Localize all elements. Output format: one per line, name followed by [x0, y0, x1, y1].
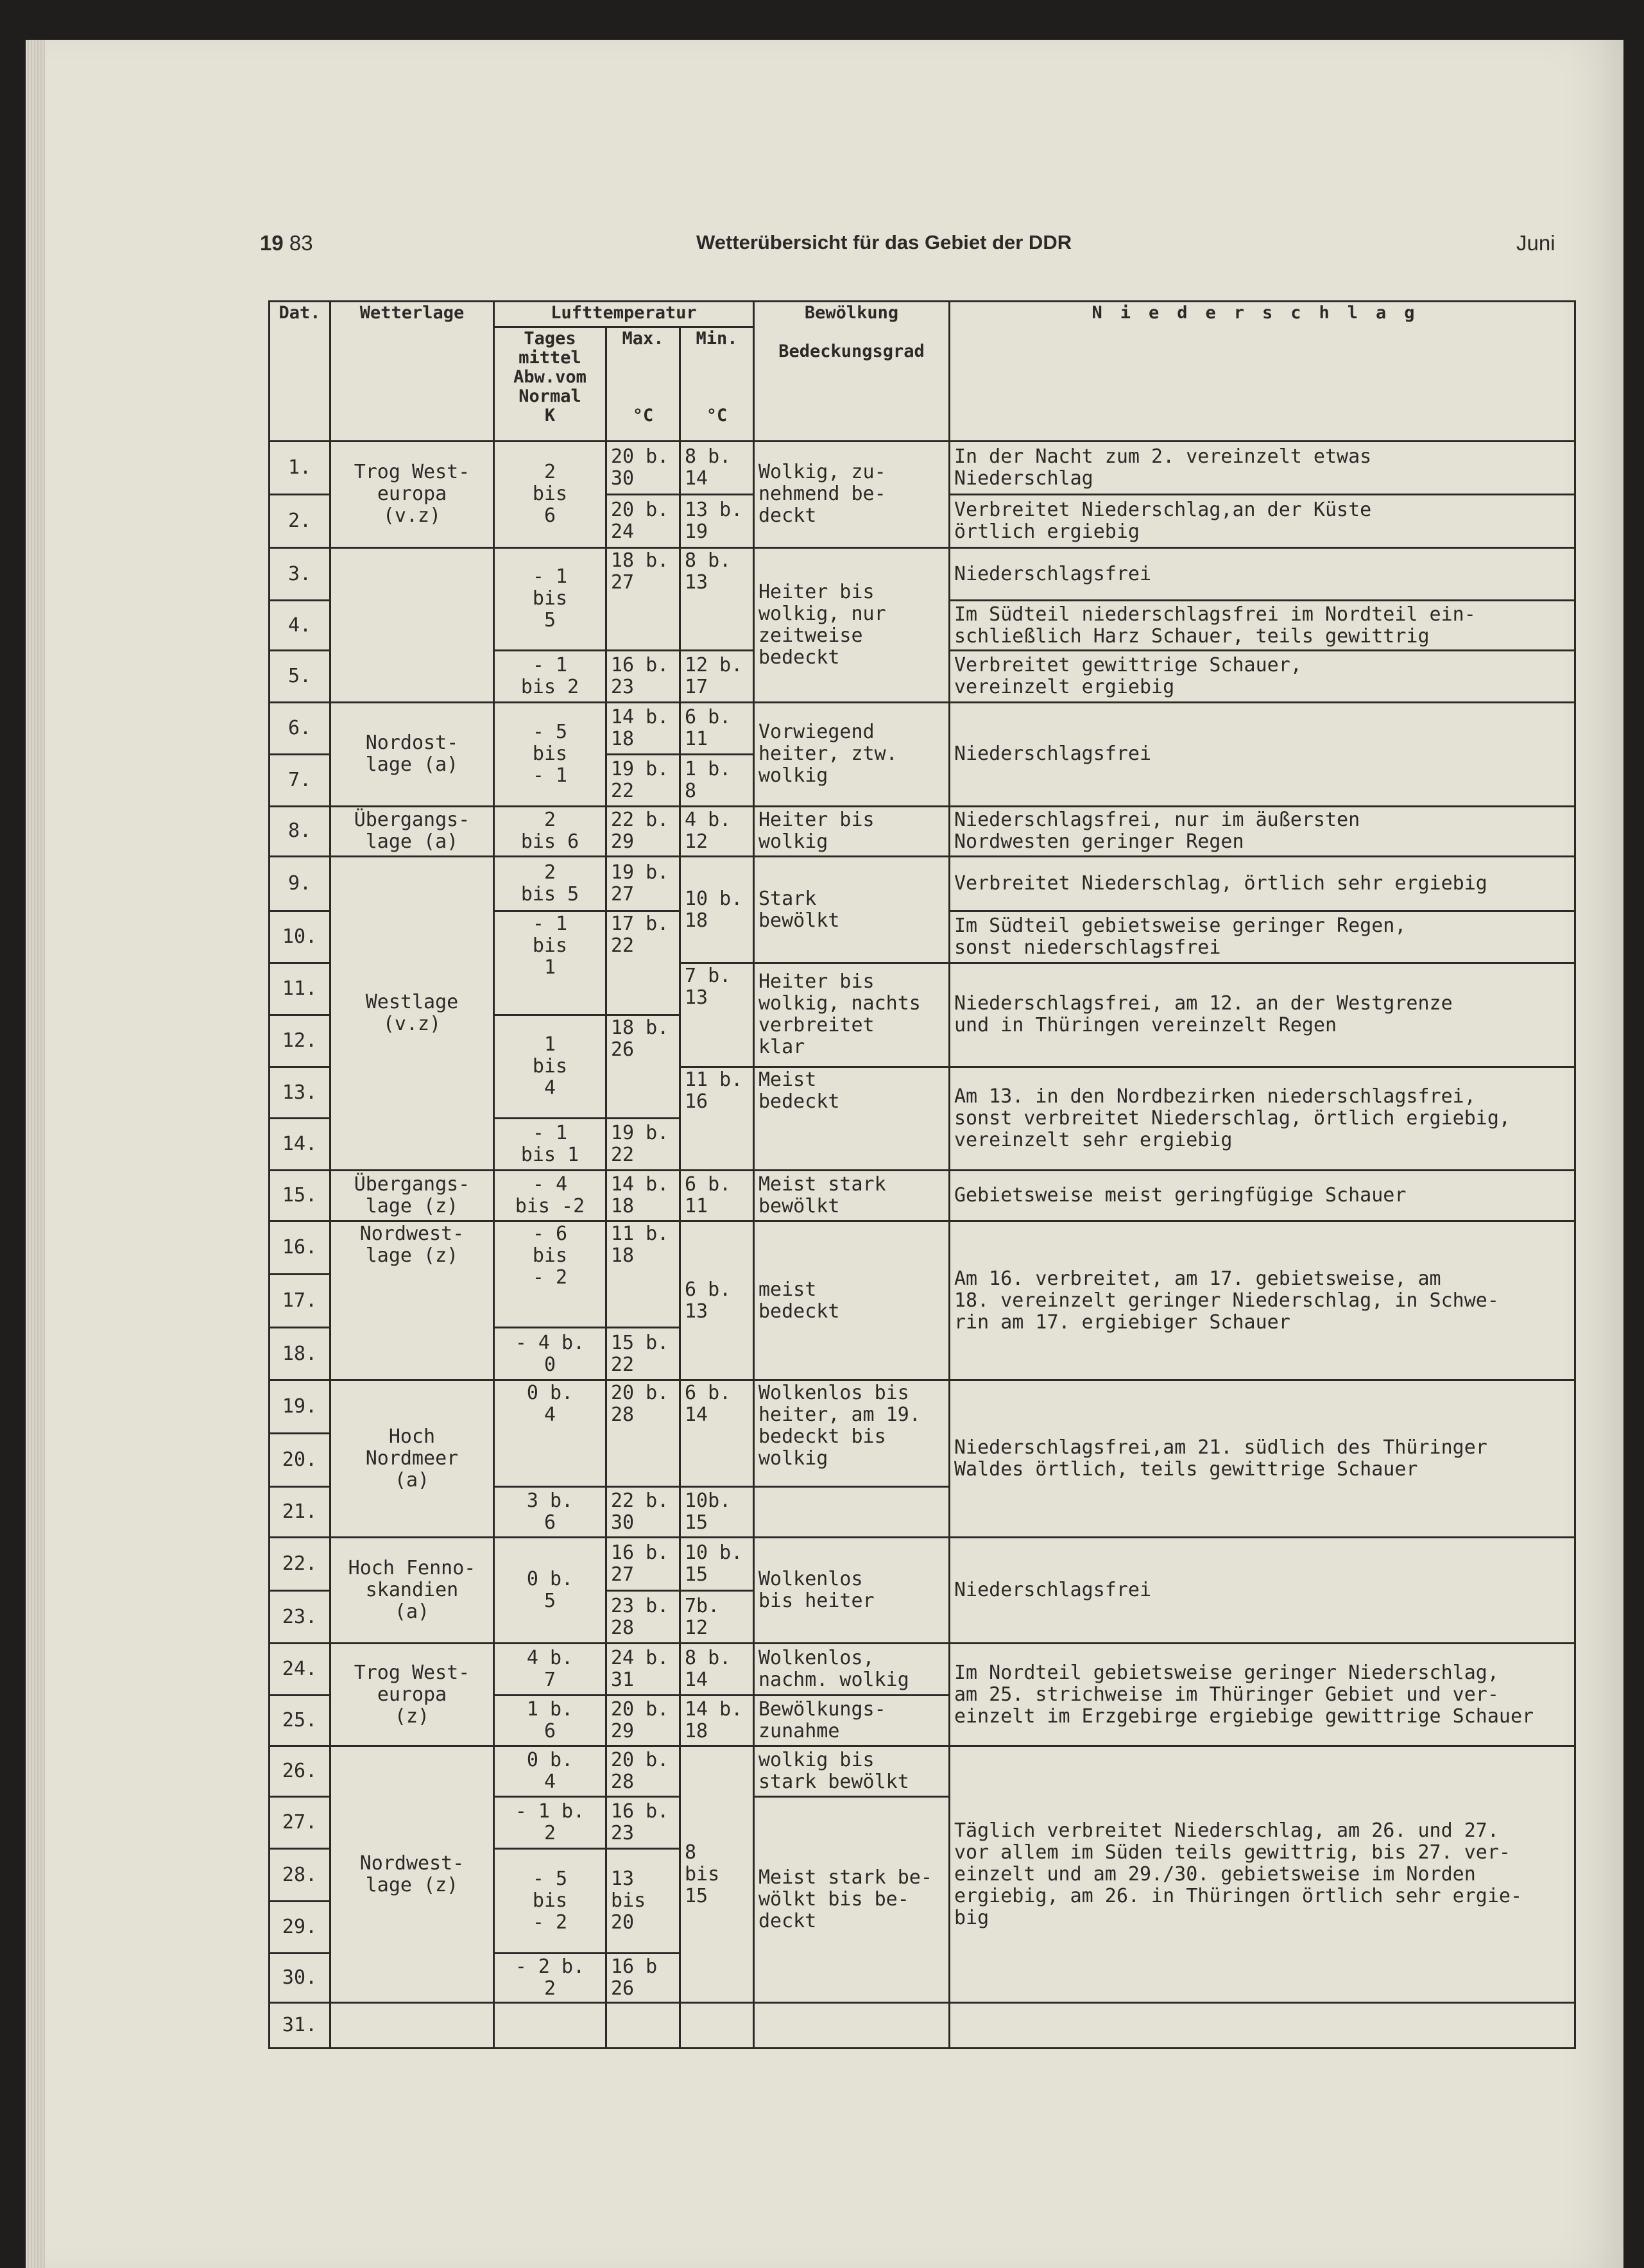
min-cell: 10 b. 15: [680, 1537, 754, 1590]
col-bewoelkung: Bewölkung Bedeckungsgrad: [754, 302, 950, 442]
day-cell: 24.: [270, 1644, 330, 1696]
niederschlag-cell: Verbreitet gewittrige Schauer, vereinzelt ergiebig: [950, 651, 1575, 703]
niederschlag-cell: Am 13. in den Nordbezirken niederschlagsfrei, sonst verbreitet Niederschlag, örtlich ergiebig, vereinzelt sehr ergiebig: [950, 1067, 1575, 1171]
min-cell: 6 b. 13: [680, 1221, 754, 1380]
bewoelkung-cell: Vorwiegend heiter, ztw. wolkig: [754, 703, 950, 807]
wetterlage-cell: Westlage (v.z): [330, 857, 494, 1171]
day-cell: 6.: [270, 703, 330, 755]
day-cell: 11.: [270, 963, 330, 1015]
niederschlag-cell: Niederschlagsfrei: [950, 703, 1575, 807]
tagesmittel-cell: 1 b. 6: [494, 1696, 606, 1746]
table-row: [270, 2002, 1575, 2048]
bewoelkung-cell: Meist stark bewölkt: [754, 1171, 950, 1221]
col-dat: Dat.: [270, 302, 330, 442]
niederschlag-cell: Verbreitet Niederschlag, örtlich sehr ergiebig: [950, 857, 1575, 911]
tagesmittel-cell: - 4 bis -2: [494, 1171, 606, 1221]
bewoelkung-cell: Wolkenlos, nachm. wolkig: [754, 1644, 950, 1696]
tagesmittel-cell: - 1 bis 1: [494, 1119, 606, 1171]
bewoelkung-cell: Wolkenlos bis heiter, am 19. bedeckt bis wolkig: [754, 1380, 950, 1487]
min-cell: 8 b. 13: [680, 547, 754, 651]
min-cell: 12 b. 17: [680, 651, 754, 703]
day-cell: 26.: [270, 1746, 330, 1797]
table-row: [270, 806, 1575, 857]
page-edge: [26, 40, 45, 2268]
tagesmittel-cell: - 5 bis - 2: [494, 1848, 606, 1954]
tagesmittel-cell: - 6 bis - 2: [494, 1221, 606, 1327]
day-cell: 27.: [270, 1796, 330, 1848]
niederschlag-cell: Niederschlagsfrei: [950, 547, 1575, 601]
day-cell: 4.: [270, 601, 330, 651]
min-cell: 6 b. 14: [680, 1380, 754, 1487]
tagesmittel-cell: - 1 bis 5: [494, 547, 606, 651]
wetterlage-cell: Übergangs- lage (a): [330, 806, 494, 857]
niederschlag-cell: Niederschlagsfrei: [950, 1537, 1575, 1644]
max-cell: 14 b. 18: [606, 1171, 680, 1221]
day-cell: 18.: [270, 1327, 330, 1380]
header-title: Wetterübersicht für das Gebiet der DDR: [696, 231, 1072, 253]
max-cell: 19 b. 22: [606, 1119, 680, 1171]
tagesmittel-cell: [494, 2002, 606, 2048]
day-cell: 25.: [270, 1696, 330, 1746]
col-tagesmittel: Tages mittel Abw.vom Normal K: [494, 327, 606, 442]
min-cell: 10b. 15: [680, 1487, 754, 1538]
tagesmittel-cell: - 1 bis 2: [494, 651, 606, 703]
max-cell: 20 b. 30: [606, 442, 680, 495]
max-cell: [606, 2002, 680, 2048]
header-year: 19 83: [260, 231, 313, 255]
min-cell: 10 b. 18: [680, 857, 754, 963]
max-cell: 18 b. 26: [606, 1015, 680, 1119]
wetterlage-cell: Hoch Fenno- skandien (a): [330, 1537, 494, 1644]
day-cell: 3.: [270, 547, 330, 601]
day-cell: 2.: [270, 494, 330, 547]
min-cell: 4 b. 12: [680, 806, 754, 857]
wetterlage-cell: Nordwest- lage (z): [330, 1746, 494, 2003]
niederschlag-cell: Verbreitet Niederschlag,an der Küste örtlich ergiebig: [950, 494, 1575, 547]
bewoelkung-cell: wolkig bis stark bewölkt: [754, 1746, 950, 1797]
min-cell: 8 b. 14: [680, 442, 754, 495]
tagesmittel-cell: 2 bis 6: [494, 806, 606, 857]
max-cell: 20 b. 28: [606, 1746, 680, 1797]
bewoelkung-cell: Wolkenlos bis heiter: [754, 1537, 950, 1644]
bewoelkung-cell: [754, 1487, 950, 1538]
bewoelkung-cell: Stark bewölkt: [754, 857, 950, 963]
bewoelkung-cell: Bewölkungs- zunahme: [754, 1696, 950, 1746]
niederschlag-cell: Niederschlagsfrei, am 12. an der Westgrenze und in Thüringen vereinzelt Regen: [950, 963, 1575, 1067]
day-cell: 21.: [270, 1487, 330, 1538]
max-cell: 13 bis 20: [606, 1848, 680, 1954]
max-cell: 18 b. 27: [606, 547, 680, 651]
day-cell: 28.: [270, 1848, 330, 1902]
niederschlag-cell: Im Südteil niederschlagsfrei im Nordteil ein- schließlich Harz Schauer, teils gewittrig: [950, 601, 1575, 651]
tagesmittel-cell: 3 b. 6: [494, 1487, 606, 1538]
col-min: Min. °C: [680, 327, 754, 442]
max-cell: 14 b. 18: [606, 703, 680, 755]
min-cell: [680, 2002, 754, 2048]
bewoelkung-cell: Heiter bis wolkig: [754, 806, 950, 857]
day-cell: 31.: [270, 2002, 330, 2048]
wetterlage-cell: Übergangs- lage (z): [330, 1171, 494, 1221]
table-row: [270, 1644, 1575, 1696]
tagesmittel-cell: 0 b. 4: [494, 1380, 606, 1487]
col-max: Max. °C: [606, 327, 680, 442]
wetterlage-cell: [330, 547, 494, 702]
header-row: [270, 302, 1575, 327]
table-row: [270, 547, 1575, 601]
niederschlag-cell: Niederschlagsfrei, nur im äußersten Nordwesten geringer Regen: [950, 806, 1575, 857]
day-cell: 29.: [270, 1902, 330, 1954]
max-cell: 15 b. 22: [606, 1327, 680, 1380]
day-cell: 10.: [270, 911, 330, 963]
max-cell: 16 b. 27: [606, 1537, 680, 1590]
niederschlag-cell: [950, 2002, 1575, 2048]
tagesmittel-cell: - 1 bis 1: [494, 911, 606, 1015]
col-lufttemperatur: Lufttemperatur: [494, 302, 754, 327]
weather-table: [268, 300, 1576, 2049]
max-cell: 22 b. 29: [606, 806, 680, 857]
niederschlag-cell: In der Nacht zum 2. vereinzelt etwas Niederschlag: [950, 442, 1575, 495]
min-cell: 13 b. 19: [680, 494, 754, 547]
table-row: [270, 1380, 1575, 1434]
wetterlage-cell: Hoch Nordmeer (a): [330, 1380, 494, 1537]
day-cell: 7.: [270, 754, 330, 806]
max-cell: 16 b 26: [606, 1954, 680, 2003]
day-cell: 13.: [270, 1067, 330, 1119]
wetterlage-cell: [330, 2002, 494, 2048]
wetterlage-cell: Trog West- europa (v.z): [330, 442, 494, 548]
min-cell: 14 b. 18: [680, 1696, 754, 1746]
col-niederschlag: Niederschlag: [950, 302, 1575, 442]
table-row: [270, 1537, 1575, 1590]
bewoelkung-cell: [754, 2002, 950, 2048]
niederschlag-cell: Im Südteil gebietsweise geringer Regen, sonst niederschlagsfrei: [950, 911, 1575, 963]
min-cell: 7b. 12: [680, 1590, 754, 1644]
table-row: [270, 1221, 1575, 1274]
max-cell: 19 b. 22: [606, 754, 680, 806]
max-cell: 17 b. 22: [606, 911, 680, 1015]
tagesmittel-cell: 0 b. 4: [494, 1746, 606, 1797]
max-cell: 16 b. 23: [606, 1796, 680, 1848]
day-cell: 23.: [270, 1590, 330, 1644]
wetterlage-cell: Trog West- europa (z): [330, 1644, 494, 1746]
table-row: [270, 1171, 1575, 1221]
tagesmittel-cell: 2 bis 6: [494, 442, 606, 548]
niederschlag-cell: Im Nordteil gebietsweise geringer Niederschlag, am 25. strichweise im Thüringer Gebiet und ver- einzelt im Erzgebirge ergiebige gewittrige Schauer: [950, 1644, 1575, 1746]
max-cell: 11 b. 18: [606, 1221, 680, 1327]
day-cell: 16.: [270, 1221, 330, 1274]
tagesmittel-cell: - 2 b. 2: [494, 1954, 606, 2003]
day-cell: 30.: [270, 1954, 330, 2003]
day-cell: 15.: [270, 1171, 330, 1221]
day-cell: 1.: [270, 442, 330, 495]
header-month: Juni: [1516, 231, 1555, 255]
table-row: [270, 1746, 1575, 1797]
tagesmittel-cell: 2 bis 5: [494, 857, 606, 911]
table-row: [270, 703, 1575, 755]
table-row: [270, 442, 1575, 495]
tagesmittel-cell: 4 b. 7: [494, 1644, 606, 1696]
bewoelkung-cell: Heiter bis wolkig, nachts verbreitet klar: [754, 963, 950, 1067]
niederschlag-cell: Täglich verbreitet Niederschlag, am 26. und 27. vor allem im Süden teils gewittrig, bis 27. ver- einzelt und am 29./30. gebietsweise im Norden ergiebig, am 26. in Thüringen örtlich sehr ergie- big: [950, 1746, 1575, 2003]
tagesmittel-cell: - 1 b. 2: [494, 1796, 606, 1848]
max-cell: 23 b. 28: [606, 1590, 680, 1644]
day-cell: 5.: [270, 651, 330, 703]
day-cell: 19.: [270, 1380, 330, 1434]
tagesmittel-cell: 0 b. 5: [494, 1537, 606, 1644]
bewoelkung-cell: Meist stark be- wölkt bis be- deckt: [754, 1796, 950, 2002]
max-cell: 24 b. 31: [606, 1644, 680, 1696]
table-row: [270, 857, 1575, 911]
max-cell: 20 b. 24: [606, 494, 680, 547]
max-cell: 19 b. 27: [606, 857, 680, 911]
min-cell: 8 bis 15: [680, 1746, 754, 2003]
max-cell: 20 b. 29: [606, 1696, 680, 1746]
niederschlag-cell: Gebietsweise meist geringfügige Schauer: [950, 1171, 1575, 1221]
tagesmittel-cell: 1 bis 4: [494, 1015, 606, 1119]
tagesmittel-cell: - 5 bis - 1: [494, 703, 606, 807]
day-cell: 8.: [270, 806, 330, 857]
min-cell: 6 b. 11: [680, 703, 754, 755]
bewoelkung-cell: meist bedeckt: [754, 1221, 950, 1380]
niederschlag-cell: Niederschlagsfrei,am 21. südlich des Thüringer Waldes örtlich, teils gewittrige Schauer: [950, 1380, 1575, 1537]
min-cell: 8 b. 14: [680, 1644, 754, 1696]
day-cell: 9.: [270, 857, 330, 911]
min-cell: 7 b. 13: [680, 963, 754, 1067]
bewoelkung-cell: Wolkig, zu- nehmend be- deckt: [754, 442, 950, 548]
day-cell: 22.: [270, 1537, 330, 1590]
min-cell: 11 b. 16: [680, 1067, 754, 1171]
day-cell: 12.: [270, 1015, 330, 1067]
col-wetterlage: Wetterlage: [330, 302, 494, 442]
bewoelkung-cell: Meist bedeckt: [754, 1067, 950, 1171]
day-cell: 20.: [270, 1434, 330, 1487]
max-cell: 22 b. 30: [606, 1487, 680, 1538]
niederschlag-cell: Am 16. verbreitet, am 17. gebietsweise, am 18. vereinzelt geringer Niederschlag, in Schwe- rin am 17. ergiebiger Schauer: [950, 1221, 1575, 1380]
day-cell: 14.: [270, 1119, 330, 1171]
wetterlage-cell: Nordwest- lage (z): [330, 1221, 494, 1380]
min-cell: 6 b. 11: [680, 1171, 754, 1221]
tagesmittel-cell: - 4 b. 0: [494, 1327, 606, 1380]
max-cell: 20 b. 28: [606, 1380, 680, 1487]
min-cell: 1 b. 8: [680, 754, 754, 806]
day-cell: 17.: [270, 1274, 330, 1327]
wetterlage-cell: Nordost- lage (a): [330, 703, 494, 807]
max-cell: 16 b. 23: [606, 651, 680, 703]
bewoelkung-cell: Heiter bis wolkig, nur zeitweise bedeckt: [754, 547, 950, 702]
